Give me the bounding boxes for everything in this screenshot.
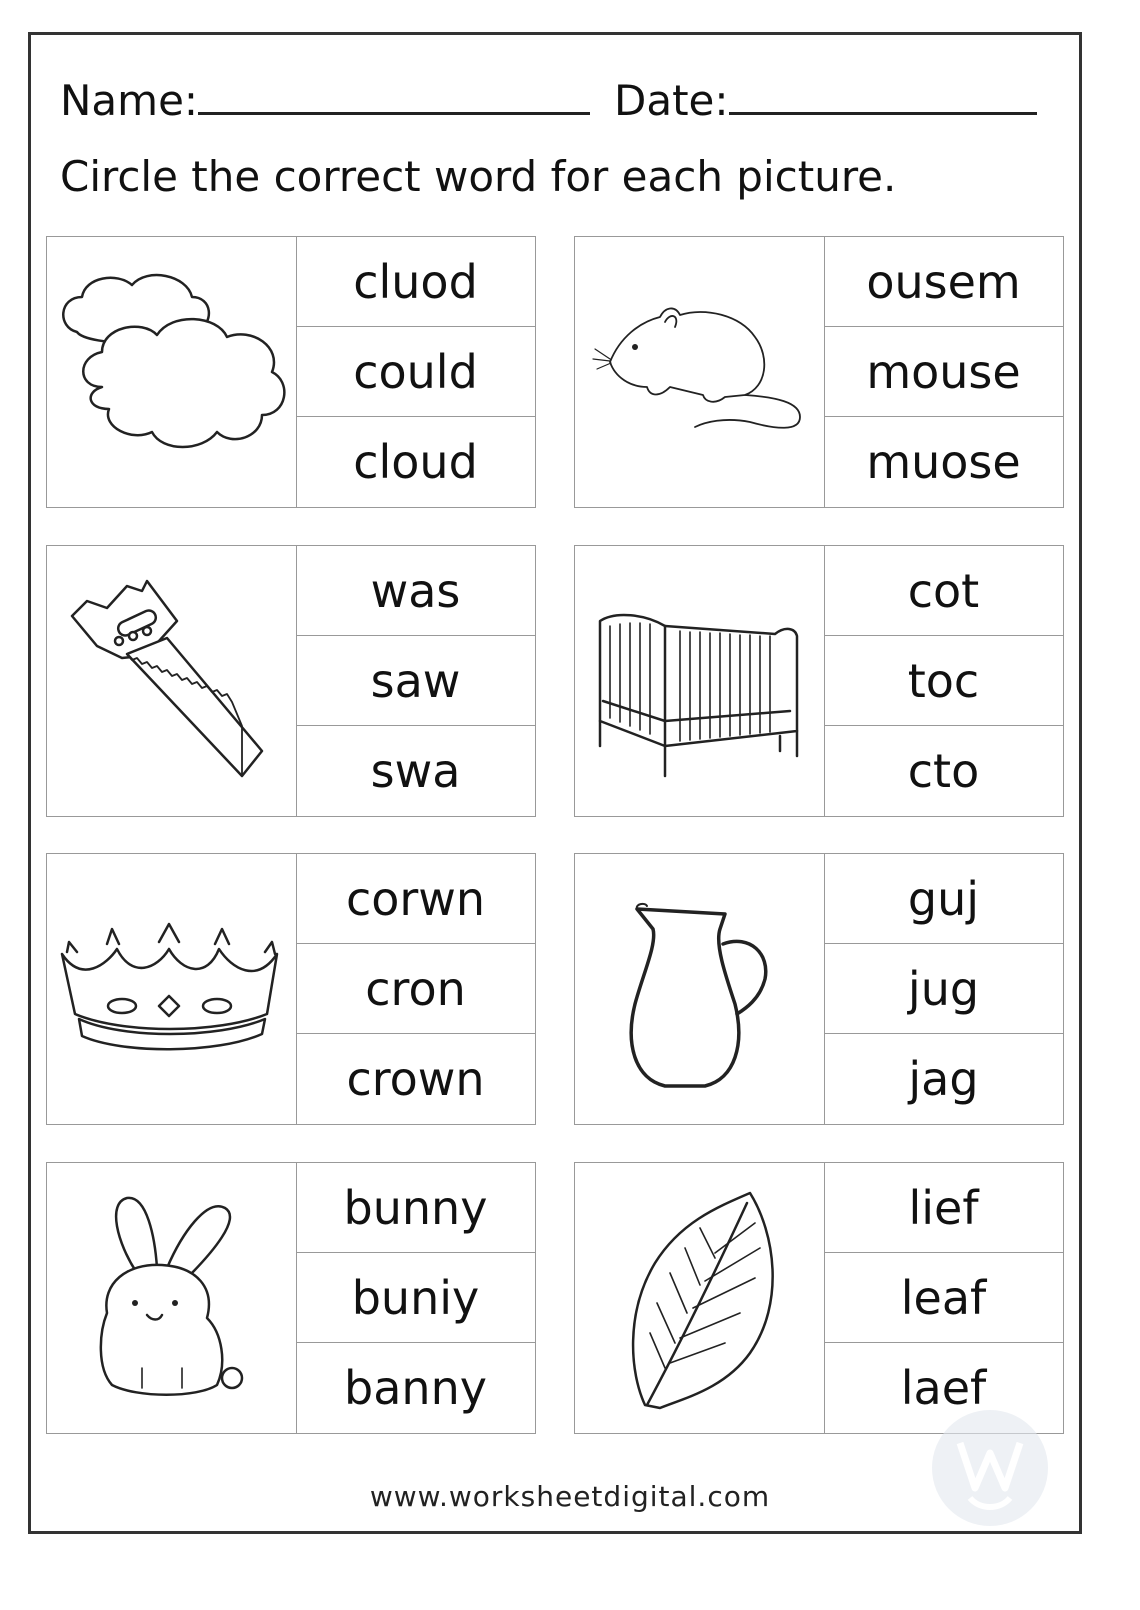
picture-cell xyxy=(575,546,825,816)
crown-icon xyxy=(47,854,296,1124)
word-option[interactable]: laef xyxy=(900,1361,987,1415)
question-card-jug xyxy=(574,853,1064,1125)
word-option[interactable]: muose xyxy=(866,435,1021,489)
question-card-cot xyxy=(574,545,1064,817)
word-option[interactable]: could xyxy=(296,327,535,417)
word-option[interactable]: swa xyxy=(370,744,461,798)
question-card-cloud xyxy=(46,236,536,508)
word-option[interactable]: jug xyxy=(824,944,1063,1034)
word-option[interactable]: buniy xyxy=(296,1253,535,1343)
mouse-icon xyxy=(575,237,824,507)
word-option[interactable]: cto xyxy=(907,744,980,798)
name-label: Name: xyxy=(60,76,199,125)
name-field[interactable] xyxy=(60,72,590,125)
word-option[interactable]: cloud xyxy=(353,435,478,489)
word-option[interactable]: jag xyxy=(908,1052,979,1106)
picture-cell xyxy=(47,237,297,507)
picture-cell xyxy=(47,854,297,1124)
question-card-mouse xyxy=(574,236,1064,508)
bunny-icon xyxy=(47,1163,296,1433)
picture-cell xyxy=(47,1163,297,1433)
date-label: Date: xyxy=(614,76,729,125)
word-option[interactable]: was xyxy=(296,546,535,636)
word-option[interactable]: mouse xyxy=(824,327,1063,417)
word-option[interactable]: cluod xyxy=(296,237,535,327)
worksheetdigital-logo-icon xyxy=(930,1408,1050,1528)
question-card-leaf xyxy=(574,1162,1064,1434)
picture-cell xyxy=(575,237,825,507)
question-card-bunny xyxy=(46,1162,536,1434)
word-option[interactable]: cot xyxy=(824,546,1063,636)
word-option[interactable]: saw xyxy=(296,636,535,726)
word-option[interactable]: lief xyxy=(824,1163,1063,1253)
saw-icon xyxy=(47,546,296,816)
cot-icon xyxy=(575,546,824,816)
leaf-icon xyxy=(575,1163,824,1433)
picture-cell xyxy=(575,854,825,1124)
picture-cell xyxy=(575,1163,825,1433)
question-card-crown xyxy=(46,853,536,1125)
word-option[interactable]: toc xyxy=(824,636,1063,726)
word-option[interactable]: bunny xyxy=(296,1163,535,1253)
question-card-saw xyxy=(46,545,536,817)
date-line[interactable] xyxy=(729,72,1037,115)
word-option[interactable]: cron xyxy=(296,944,535,1034)
name-line[interactable] xyxy=(198,72,590,115)
word-option[interactable]: leaf xyxy=(824,1253,1063,1343)
word-option[interactable]: corwn xyxy=(296,854,535,944)
word-option[interactable]: crown xyxy=(346,1052,485,1106)
word-option[interactable]: ousem xyxy=(824,237,1063,327)
picture-cell xyxy=(47,546,297,816)
footer-url[interactable]: www.worksheetdigital.com xyxy=(369,1480,771,1513)
word-option[interactable]: banny xyxy=(344,1361,487,1415)
cloud-icon xyxy=(47,237,296,507)
jug-icon xyxy=(575,854,824,1124)
date-field[interactable] xyxy=(614,72,1037,125)
instruction-text: Circle the correct word for each picture. xyxy=(60,152,897,201)
word-option[interactable]: guj xyxy=(824,854,1063,944)
